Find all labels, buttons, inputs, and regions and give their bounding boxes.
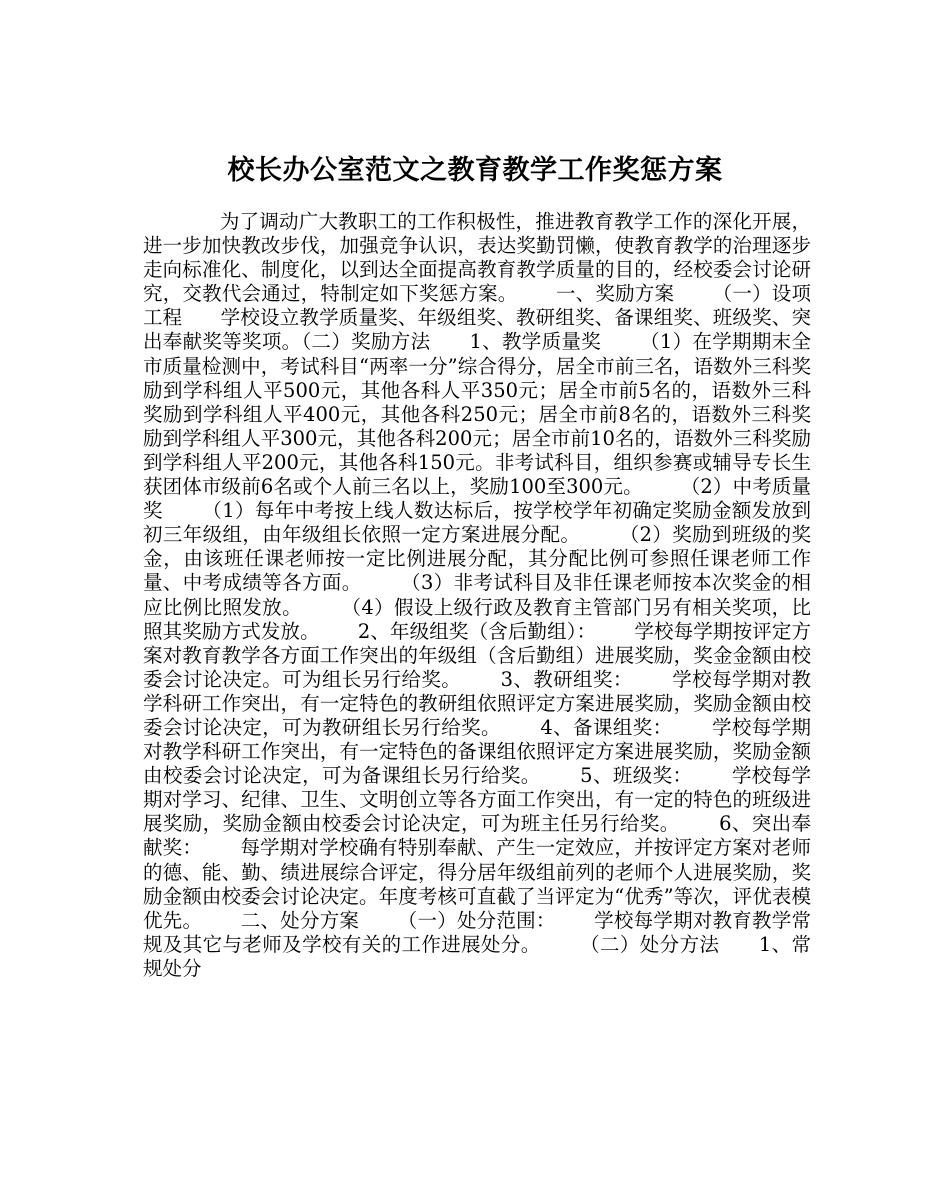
document-title: 校长办公室范文之教育教学工作奖惩方案 [227, 155, 723, 187]
document-body: 为了调动广大教职工的工作积极性，推进教育教学工作的深化开展，进一步加快教改步伐，加强竞争认识，表达奖勤罚懒，使教育教学的治理逐步走向标准化、制度化，以到达全面提高教育教学质量的目的，经校委会讨论研究，交教代会通过，特制定如下奖惩方案。 一、奖励方案 （一）设项工程 学校设立教学质量奖、年级组奖、教研组奖、备课组奖、班级奖、突出奉献奖等奖项。（二）奖励方法 1、教学质量奖 （1）在学期期末全市质量检测中，考试科目“两率一分”综合得分，居全市前三名，语数外三科奖励到学科组人平500元，其他各科人平350元；居全市前5名的，语数外三科奖励到学科组人平400元，其他各科250元；居全市前8名的，语数外三科奖励到学科组人平300元，其他各科200元；居全市前10名的，语数外三科奖励到学科组人平200元，其他各科150元。非考试科目，组织参赛或辅导专长生获团体市级前6名或个人前三名以上，奖励100至300元。 （2）中考质量奖 （1）每年中考按上线人数达标后，按学校学年初确定奖励金额发放到初三年级组，由年级组长依照一定方案进展分配。 （2）奖励到班级的奖金，由该班任课老师按一定比例进展分配，其分配比例可参照任课老师工作量、中考成绩等各方面。 （3）非考试科目及非任课老师按本次奖金的相应比例比照发放。 （4）假设上级行政及教育主管部门另有相关奖项，比照其奖励方式发放。 2、年级组奖（含后勤组）： 学校每学期按评定方案对教育教学各方面工作突出的年级组（含后勤组）进展奖励，奖金金额由校委会讨论决定。可为组长另行给奖。 3、教研组奖： 学校每学期对教学科研工作突出，有一定特色的教研组依照评定方案进展奖励，奖励金额由校委会讨论决定，可为教研组长另行给奖。 4、备课组奖： 学校每学期对教学科研工作突出，有一定特色的备课组依照评定方案进展奖励，奖励金额由校委会讨论决定，可为备课组长另行给奖。 5、班级奖： 学校每学期对学习、纪律、卫生、文明创立等各方面工作突出，有一定的特色的班级进展奖励，奖励金额由校委会讨论决定，可为班主任另行给奖。 6、突出奉献奖： 每学期对学校确有特别奉献、产生一定效应，并按评定方案对老师的德、能、勤、绩进展综合评定，得分居年级组前列的老师个人进展奖励，奖励金额由校委会讨论决定。年度考核可直截了当评定为“优秀”等次，评优表模优先。 二、处分方案 （一）处分范围： 学校每学期对教育教学常规及其它与老师及学校有关的工作进展处分。 （二）处分方法 1、常规处分 [143, 210, 811, 980]
